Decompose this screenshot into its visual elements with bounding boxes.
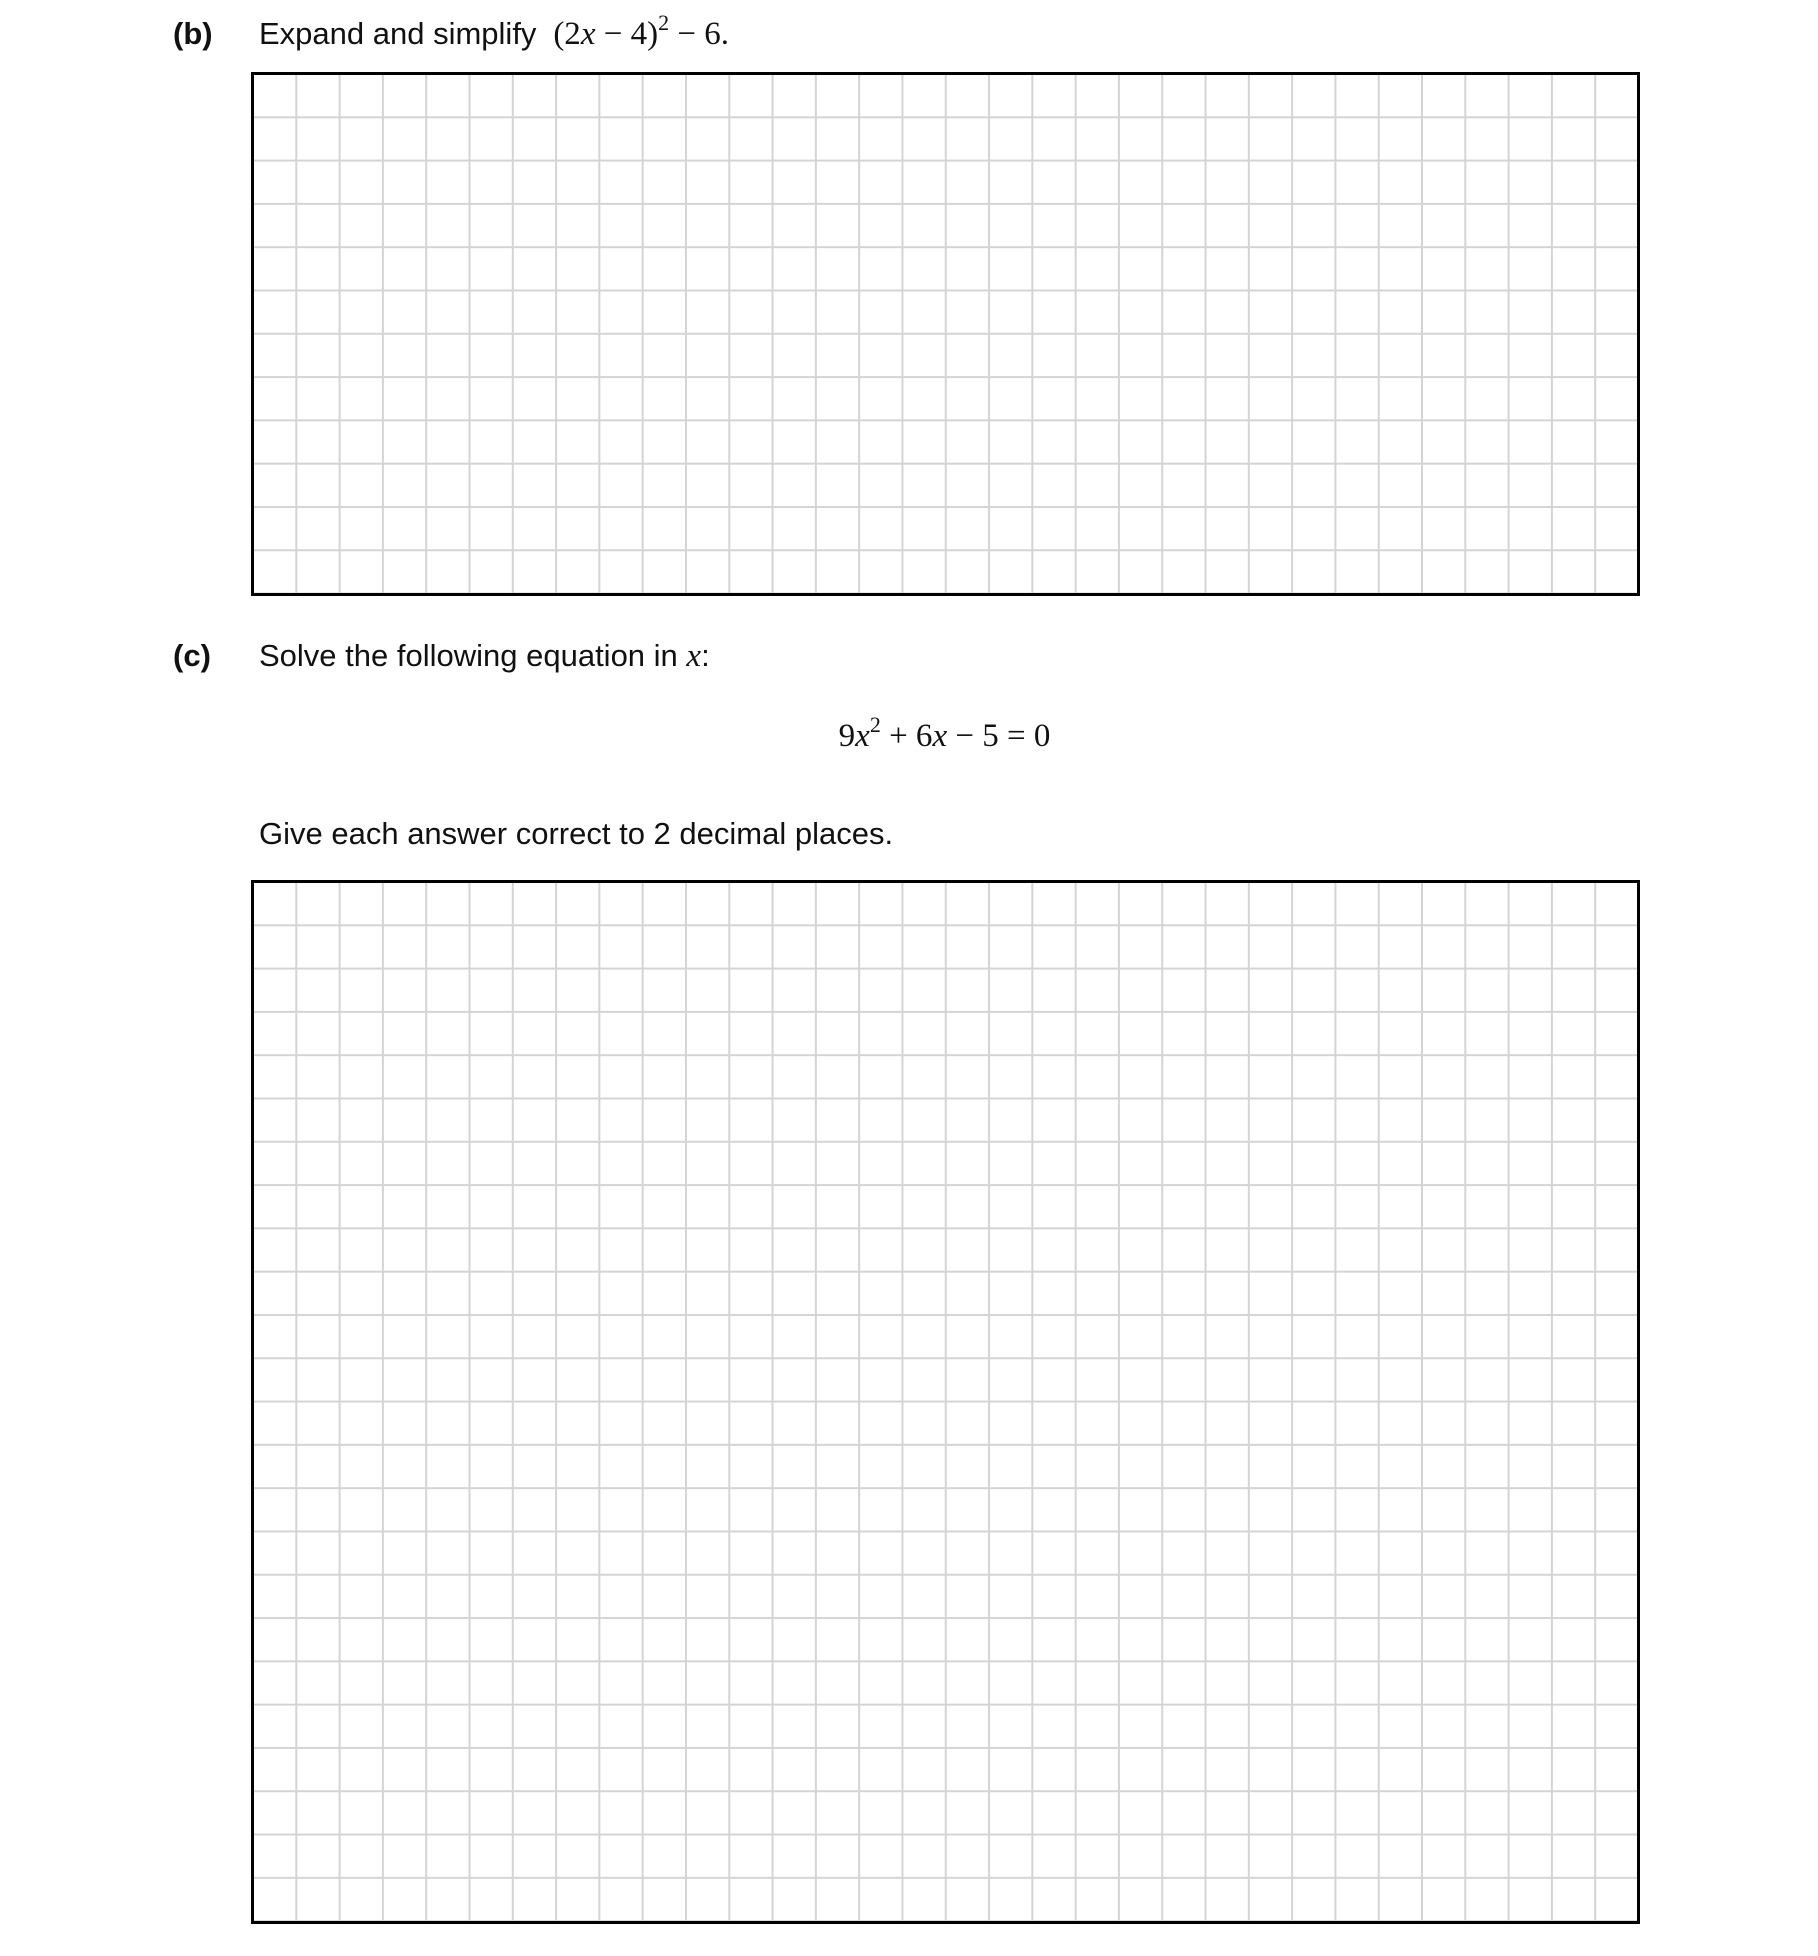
answer-box-c[interactable] [251, 880, 1640, 1924]
part-c-instruction: Solve the following equation in [259, 638, 678, 673]
part-c-question: Solve the following equation in x: [259, 638, 710, 674]
part-c-equation: $9x^2 + 6x - 5 = 0$ [838, 712, 1051, 754]
part-c-label: (c) [173, 638, 211, 673]
part-b-expression: $(2x - 4)^2 - 6$. [553, 10, 729, 52]
part-b-instruction: Expand and simplify [259, 16, 537, 51]
part-c-note: Give each answer correct to 2 decimal places. [259, 816, 894, 851]
part-b-label: (b) [173, 16, 213, 51]
answer-box-b[interactable] [251, 72, 1640, 596]
part-b-question [259, 10, 729, 53]
part-c-variable: x [686, 638, 702, 674]
